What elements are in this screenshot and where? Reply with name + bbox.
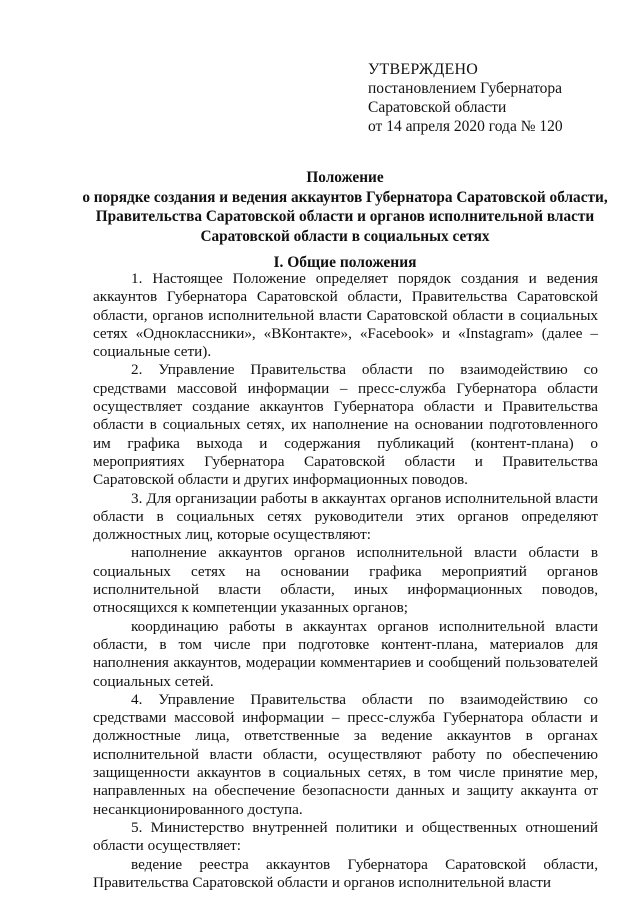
approval-line: от 14 апреля 2020 года № 120 bbox=[368, 118, 563, 135]
paragraph: наполнение аккаунтов органов исполнительной власти области в социальных сетях на основании графика мероприятий органов исполнительной власти области, иных информационных поводов, относящихся к компетенции указанных органов; bbox=[93, 544, 598, 617]
heading-line: Положение bbox=[306, 169, 384, 186]
paragraph: 4. Управление Правительства области по взаимодействию со средствами массовой информации – пресс-служба Губернатора области и должностные лица, ответственные за ведение аккаунтов в органах исполнительной власти области, осуществляют работу по обеспечению защищенности аккаунтов в социальных сетях, в том числе принятие мер, направленных на обеспечение безопасности данных и защиту аккаунта от несанкционированного доступа. bbox=[93, 690, 598, 818]
paragraph: 1. Настоящее Положение определяет порядок создания и ведения аккаунтов Губернатора Саратовской области, Правительства Саратовской области, органов исполнительной власти Саратовской области в социальных сетях «Одноклассники», «ВКонтакте», «Facebook» и «Instagram» (далее – социальные сети). bbox=[93, 270, 598, 361]
heading-line: о порядке создания и ведения аккаунтов Губернатора Саратовской области, bbox=[82, 188, 608, 206]
approval-line: постановлением Губернатора bbox=[368, 80, 563, 97]
paragraph: ведение реестра аккаунтов Губернатора Саратовской области, Правительства Саратовской области и органов исполнительной власти bbox=[93, 855, 598, 891]
heading-line: Саратовской области в социальных сетях bbox=[200, 227, 490, 245]
approval-title: УТВЕРЖДЕНО bbox=[368, 61, 479, 78]
body-text bbox=[93, 270, 598, 892]
document-heading bbox=[60, 168, 630, 246]
section-title: I. Общие положения bbox=[273, 254, 417, 271]
heading-line: Правительства Саратовской области и органов исполнительной власти bbox=[95, 208, 595, 225]
paragraph: 2. Управление Правительства области по взаимодействию со средствами массовой информации – пресс-служба Губернатора области осуществляет создание аккаунтов Губернатора области и Правительства области в социальных сетях, их наполнение на основании подготовленного им графика выхода и содержания публикаций (контент-плана) о мероприятиях Губернатора Саратовской области и Правительства Саратовской области и других информационных поводов. bbox=[93, 361, 598, 489]
paragraph: 3. Для организации работы в аккаунтах органов исполнительной власти области в социальных сетях руководители этих органов определяют должностных лиц, которые осуществляют: bbox=[93, 489, 598, 544]
approval-line: Саратовской области bbox=[368, 99, 507, 116]
paragraph: 5. Министерство внутренней политики и общественных отношений области осуществляет: bbox=[93, 818, 598, 855]
paragraph: координацию работы в аккаунтах органов исполнительной власти области, в том числе при подготовке контент-плана, материалов для наполнения аккаунтов, модерации комментариев и сообщений пользователей социальных сетей. bbox=[93, 617, 598, 690]
approval-stamp bbox=[368, 60, 618, 136]
